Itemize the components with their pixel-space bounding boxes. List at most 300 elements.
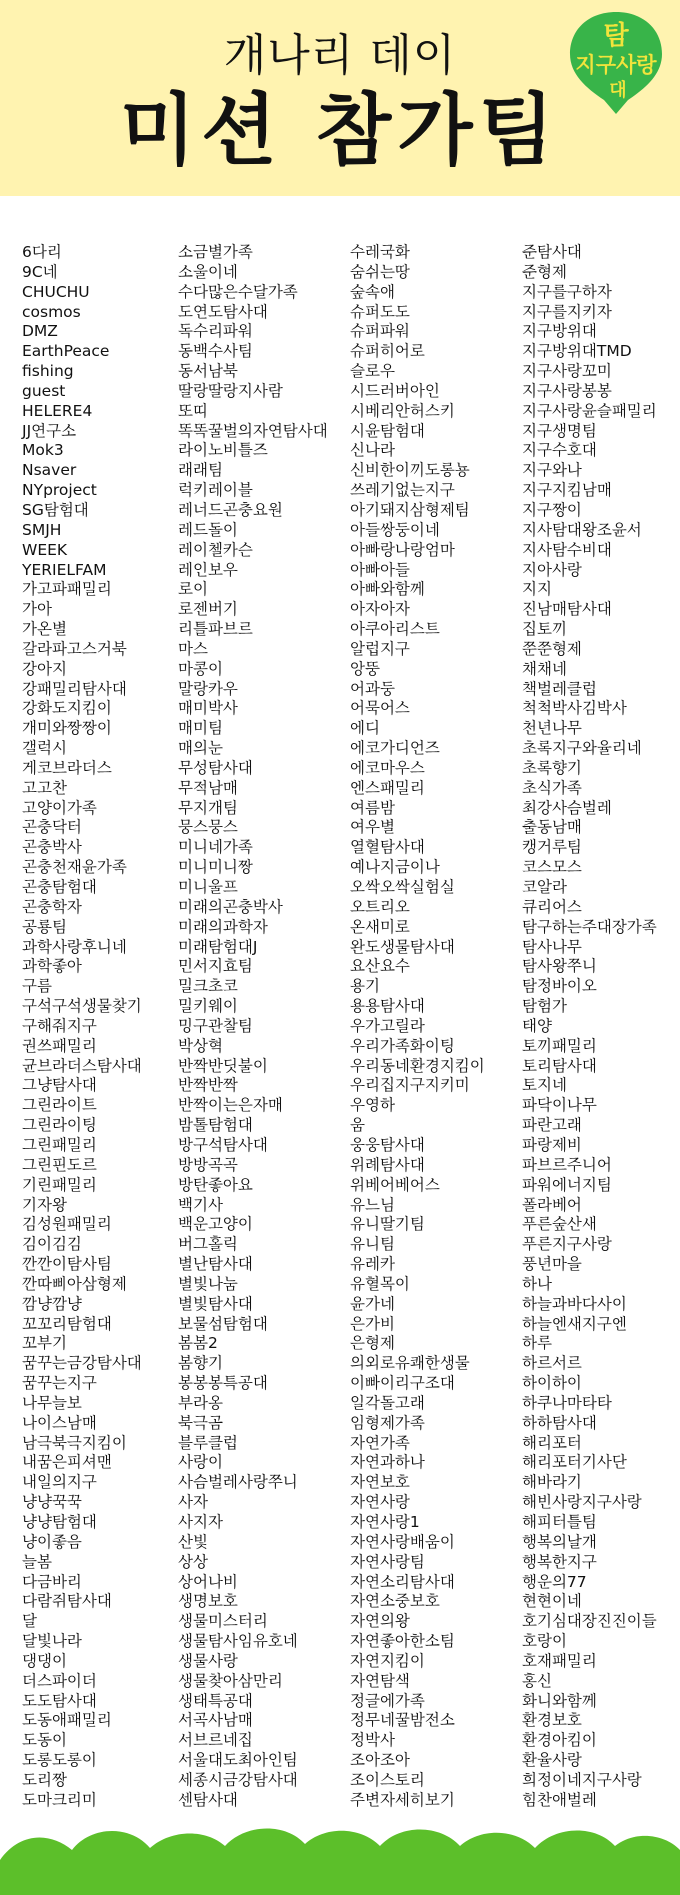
team-name: 딸랑딸랑지사람	[178, 381, 283, 400]
team-name: 과학좋아	[22, 957, 82, 976]
logo-text-3: 대	[609, 80, 627, 101]
team-name: 해리포터기사단	[522, 1453, 627, 1472]
team-name: 공룡팀	[22, 917, 67, 936]
team-name: 임형제가족	[350, 1413, 425, 1432]
team-name: 일각돌고래	[350, 1393, 425, 1412]
team-name: 자연소리탐사대	[350, 1572, 455, 1591]
team-name: 밍구관찰팀	[178, 1016, 253, 1035]
team-name: 도롱도롱이	[22, 1751, 97, 1770]
team-name: 또띠	[178, 401, 208, 420]
team-name: 레너드곤충요원	[178, 500, 283, 519]
team-name: 꼬꼬리탐험대	[22, 1314, 112, 1333]
team-name: 캥거루팀	[522, 838, 582, 857]
team-name: 박상혁	[178, 1036, 223, 1055]
team-name: 유레카	[350, 1255, 395, 1274]
team-name: 무적남매	[178, 778, 238, 797]
team-name: 토끼패밀리	[522, 1036, 597, 1055]
team-name: 태양	[522, 1016, 552, 1035]
team-name: 여름밤	[350, 798, 395, 817]
team-name: 방구석탐사대	[178, 1135, 268, 1154]
team-name: 지사탐수비대	[522, 540, 612, 559]
team-name: 기자왕	[22, 1195, 67, 1214]
team-name: 어과둥	[350, 679, 395, 698]
team-name: 채채네	[522, 659, 567, 678]
team-name: 초록향기	[522, 758, 582, 777]
logo-text-1: 탐	[603, 21, 629, 51]
team-name: 반짝반짝	[178, 1076, 238, 1095]
team-name: 책벌레클럽	[522, 679, 597, 698]
team-name: 곤충박사	[22, 838, 82, 857]
team-name: 지구사랑꼬미	[522, 362, 612, 381]
team-name: 소울이네	[178, 262, 238, 281]
team-name: 그냥탐사대	[22, 1076, 97, 1095]
team-name: 하하탐사대	[522, 1413, 597, 1432]
team-name: 냥냥꾹꾹	[22, 1493, 82, 1512]
team-name: 자연사랑	[350, 1493, 410, 1512]
team-name: 환경보호	[522, 1711, 582, 1730]
team-name: NYproject	[22, 481, 97, 500]
team-name: 우리동네환경지킴이	[350, 1056, 485, 1075]
team-name: 정박사	[350, 1731, 395, 1750]
team-name: 탐구하는주대장가족	[522, 917, 657, 936]
team-name: 유니딸기팀	[350, 1215, 425, 1234]
team-name: 곤충학자	[22, 897, 82, 916]
team-name: 무성탐사대	[178, 758, 253, 777]
team-name: 에코마우스	[350, 758, 425, 777]
team-name: 해리포터	[522, 1433, 582, 1452]
team-name: 구해줘지구	[22, 1016, 97, 1035]
team-name: 에코가디언즈	[350, 739, 440, 758]
team-name: 동백수사팀	[178, 342, 253, 361]
team-name: 쓰레기없는지구	[350, 481, 455, 500]
team-name: 부라옹	[178, 1393, 223, 1412]
team-name: 아기돼지삼형제팀	[350, 500, 470, 519]
team-name: 미래의곤충박사	[178, 897, 283, 916]
team-name: 오싹오싹실험실	[350, 878, 455, 896]
team-name: 유혈목이	[350, 1274, 410, 1293]
team-name: 요산요수	[350, 957, 410, 976]
team-name: 파워에너지팀	[522, 1175, 612, 1194]
team-name: 내꿈은피셔맨	[22, 1453, 112, 1472]
team-name: 도도탐사대	[22, 1691, 97, 1710]
team-name: 늘봄	[22, 1552, 52, 1571]
team-name: 지구짱이	[522, 500, 582, 519]
team-name: 지구를구하자	[522, 282, 612, 301]
team-name: 깐깐이탐사팀	[22, 1255, 112, 1274]
team-name: 달빛나라	[22, 1632, 82, 1651]
team-name: 도동이	[22, 1731, 67, 1750]
team-name: 시윤탐험대	[350, 421, 425, 440]
team-name: 초식가족	[522, 778, 582, 797]
team-name: 지구를지키자	[522, 302, 612, 321]
team-name: 척척박사김박사	[522, 699, 627, 718]
team-name: Nsaver	[22, 461, 77, 480]
team-name: 강아지	[22, 659, 67, 678]
team-name: 사자	[178, 1493, 208, 1512]
team-name: 미니미니짱	[178, 858, 253, 877]
team-name: 집토끼	[522, 620, 567, 639]
team-name: 봉봉봉특공대	[178, 1374, 268, 1393]
team-name: 조이스토리	[350, 1770, 425, 1789]
team-name: 엔스패밀리	[350, 778, 425, 797]
team-name: 상어나비	[178, 1572, 238, 1591]
team-name: 슈퍼파워	[350, 322, 410, 341]
team-name: 미래의과학자	[178, 917, 268, 936]
team-name: 조아조아	[350, 1751, 410, 1770]
team-name: 자연가족	[350, 1433, 410, 1452]
team-name: 신비한이끼도롱뇽	[350, 461, 470, 480]
team-name: 환경아킴이	[522, 1731, 597, 1750]
team-name: 생물미스터리	[178, 1612, 268, 1631]
team-name: 위베어베어스	[350, 1175, 440, 1194]
team-name: cosmos	[22, 302, 81, 321]
team-name: 생물찾아삼만리	[178, 1671, 283, 1690]
team-name: 방탄좋아요	[178, 1175, 253, 1194]
team-name: 도연도탐사대	[178, 302, 268, 321]
team-name: 밀키웨이	[178, 997, 238, 1016]
team-name: 토리탐사대	[522, 1056, 597, 1075]
team-name: 진남매탐사대	[522, 600, 612, 619]
team-name: 나이스남매	[22, 1413, 97, 1432]
team-name: 게코브라더스	[22, 758, 112, 777]
team-name: 과학사랑후니네	[22, 937, 127, 956]
team-name: 호재패밀리	[522, 1651, 597, 1670]
team-name: 알럽지구	[350, 639, 410, 658]
team-name: 나무늘보	[22, 1393, 82, 1412]
team-name: 은형제	[350, 1334, 395, 1353]
team-name: 현현이네	[522, 1592, 582, 1611]
team-name: 윤가네	[350, 1294, 395, 1313]
team-name: 호랑이	[522, 1632, 567, 1651]
team-name: 해피터틀팀	[522, 1513, 597, 1531]
team-name: 아빠와함께	[350, 580, 425, 599]
team-name: 별빛나눔	[178, 1274, 238, 1293]
team-name: 봄봄2	[178, 1334, 218, 1353]
team-name: 강패밀리탐사대	[22, 679, 127, 698]
team-name: 정글에가족	[350, 1691, 425, 1710]
team-name: 무지개팀	[178, 798, 238, 817]
team-name: 아빠아들	[350, 560, 410, 579]
team-name: 상상	[178, 1552, 208, 1571]
team-name: 북극곰	[178, 1413, 223, 1432]
team-name: 용기	[350, 977, 380, 996]
team-name: 자연사랑1	[350, 1513, 420, 1531]
team-name: 라이노비틀즈	[178, 441, 268, 460]
team-name: 우가고릴라	[350, 1016, 425, 1035]
team-name: 냥이좋음	[22, 1532, 82, 1551]
green-hills-decoration	[0, 1820, 680, 1895]
team-name: 더스파이더	[22, 1671, 97, 1690]
team-name: 소금별가족	[178, 243, 253, 261]
team-name: 자연좋아한소팀	[350, 1632, 455, 1651]
team-name: 의외로유쾌한생물	[350, 1354, 470, 1373]
team-name: 달	[22, 1612, 37, 1631]
team-name: Mok3	[22, 441, 64, 460]
team-name: 행운의77	[522, 1572, 587, 1591]
team-name: 자연사랑배움이	[350, 1532, 455, 1551]
team-name: 고양이가족	[22, 798, 97, 817]
team-name: 다금바리	[22, 1572, 82, 1591]
team-name: 매미박사	[178, 699, 238, 718]
team-name: YERIELFAM	[22, 560, 107, 579]
team-name: 하쿠나마타타	[522, 1393, 612, 1412]
team-name: 반짝반딧불이	[178, 1056, 268, 1075]
team-name: fishing	[22, 362, 74, 381]
team-name: 방방곡곡	[178, 1155, 238, 1174]
team-name: 매미팀	[178, 719, 223, 738]
team-column-3	[350, 243, 485, 1811]
team-name: 하늘과바다사이	[522, 1294, 627, 1313]
header-banner	[0, 0, 680, 196]
team-name: 리틀파브르	[178, 620, 253, 639]
team-name: 가고파패밀리	[22, 580, 112, 599]
team-name: 버그홀릭	[178, 1235, 238, 1254]
team-name: 냥냥탐험대	[22, 1513, 97, 1531]
team-name: 지구사랑봉봉	[522, 381, 612, 400]
team-name: 지구방위대TMD	[522, 342, 632, 361]
team-name: 별난탐사대	[178, 1255, 253, 1274]
team-name: 힘찬애벌레	[522, 1790, 597, 1809]
team-name: 독수리파워	[178, 322, 253, 341]
team-name: 하루	[522, 1334, 552, 1353]
team-name: 에디	[350, 719, 380, 738]
team-column-2	[178, 243, 328, 1811]
team-name: 위례탐사대	[350, 1155, 425, 1174]
team-name: 럭키레이블	[178, 481, 253, 500]
team-name: 수레국화	[350, 243, 410, 261]
team-name: 미니울프	[178, 878, 238, 896]
team-name: 열혈탐사대	[350, 838, 425, 857]
team-name: 은가비	[350, 1314, 395, 1333]
team-name: 앙뚱	[350, 659, 380, 678]
team-name: 백기사	[178, 1195, 223, 1214]
team-name: 아쿠아리스트	[350, 620, 440, 639]
team-name: JJ연구소	[22, 421, 77, 440]
team-name: 하늘엔새지구엔	[522, 1314, 627, 1333]
team-name: 깜냥깜냥	[22, 1294, 82, 1313]
team-name: 보물섬탐험대	[178, 1314, 268, 1333]
team-name: 용용탐사대	[350, 997, 425, 1016]
team-name: 곤충탐험대	[22, 878, 97, 896]
team-name: 자연의왕	[350, 1612, 410, 1631]
team-name: 다람쥐탐사대	[22, 1592, 112, 1611]
team-name: 뭉스뭉스	[178, 818, 238, 837]
team-name: 희정이네지구사랑	[522, 1770, 642, 1789]
team-name: 똑똑꿀벌의자연탐사대	[178, 421, 328, 440]
team-name: 오트리오	[350, 897, 410, 916]
team-name: 봄향기	[178, 1354, 223, 1373]
team-name: 해빈사랑지구사랑	[522, 1493, 642, 1512]
team-name: 그린라이트	[22, 1096, 97, 1115]
team-name: 갈라파고스거북	[22, 639, 127, 658]
team-name: 행복한지구	[522, 1552, 597, 1571]
team-name: 푸른숲산새	[522, 1215, 597, 1234]
team-name: 별빛탐사대	[178, 1294, 253, 1313]
team-name: 산빛	[178, 1532, 208, 1551]
team-name: 정무네꿀밤전소	[350, 1711, 455, 1730]
team-name: 아들쌍둥이네	[350, 520, 440, 539]
team-name: 매의눈	[178, 739, 223, 758]
team-name: 이빠이리구조대	[350, 1374, 455, 1393]
team-name: 완도생물탐사대	[350, 937, 455, 956]
team-name: 지구와나	[522, 461, 582, 480]
team-name: 슬로우	[350, 362, 395, 381]
team-name: 온새미로	[350, 917, 410, 936]
team-name: 탐험가	[522, 997, 567, 1016]
team-name: 마스	[178, 639, 208, 658]
team-name: 아빠랑나랑엄마	[350, 540, 455, 559]
team-name: 자연소중보호	[350, 1592, 440, 1611]
team-name: 생명보호	[178, 1592, 238, 1611]
team-name: 로이	[178, 580, 208, 599]
team-name: 출동남매	[522, 818, 582, 837]
team-name: 블루클럽	[178, 1433, 238, 1452]
team-name: 김성원패밀리	[22, 1215, 112, 1234]
team-name: 꿈꾸는금강탐사대	[22, 1354, 142, 1373]
team-name: 레인보우	[178, 560, 238, 579]
team-name: 파랑제비	[522, 1135, 582, 1154]
team-name: 천년나무	[522, 719, 582, 738]
team-name: 우영하	[350, 1096, 395, 1115]
team-name: 슈퍼도도	[350, 302, 410, 321]
team-name: 시드러버아인	[350, 381, 440, 400]
team-name: 9C네	[22, 262, 58, 281]
team-name: EarthPeace	[22, 342, 110, 361]
team-name: 사지자	[178, 1513, 223, 1531]
team-name: 호기심대장진진이들	[522, 1612, 657, 1631]
team-name: 토지네	[522, 1076, 567, 1095]
team-name: 강화도지킴이	[22, 699, 112, 718]
team-name: 동서남북	[178, 362, 238, 381]
team-name: 우리집지구지키미	[350, 1076, 470, 1095]
team-name: 그린라이팅	[22, 1116, 97, 1135]
team-name: 웅웅탐사대	[350, 1135, 425, 1154]
team-name: 초록지구와율리네	[522, 739, 642, 758]
team-name: 지구방위대	[522, 322, 597, 341]
team-name: 래래팀	[178, 461, 223, 480]
team-name: 준탐사대	[522, 243, 582, 261]
team-name: 자연과하나	[350, 1453, 425, 1472]
team-name: HELERE4	[22, 401, 93, 420]
team-name: 하이하이	[522, 1374, 582, 1393]
team-name: 홍신	[522, 1671, 552, 1690]
team-name: 곤충천재윤가족	[22, 858, 127, 877]
team-name: 지지	[522, 580, 552, 599]
team-name: 숨쉬는땅	[350, 262, 410, 281]
team-name: 꿈꾸는지구	[22, 1374, 97, 1393]
team-name: SMJH	[22, 520, 62, 539]
team-name: 자연사랑팀	[350, 1552, 425, 1571]
team-name: 밤톨탐험대	[178, 1116, 253, 1135]
team-name: 민서지효팀	[178, 957, 253, 976]
team-name: 행복의날개	[522, 1532, 597, 1551]
team-name: 백운고양이	[178, 1215, 253, 1234]
team-name: 슈퍼히어로	[350, 342, 425, 361]
team-name: 유니팀	[350, 1235, 395, 1254]
team-name: 움	[350, 1116, 365, 1135]
team-name: 곤충닥터	[22, 818, 82, 837]
logo-text-2: 지구사랑	[575, 53, 657, 77]
team-name: 파브르주니어	[522, 1155, 612, 1174]
team-name: 화니와함께	[522, 1691, 597, 1710]
team-name: 파란고래	[522, 1116, 582, 1135]
team-name: 탐사나무	[522, 937, 582, 956]
team-name: 균브라더스탐사대	[22, 1056, 142, 1075]
team-name: 지구생명팀	[522, 421, 597, 440]
team-name: 생물사랑	[178, 1651, 238, 1670]
team-name: 6다리	[22, 243, 62, 261]
team-name: 최강사슴벌레	[522, 798, 612, 817]
team-name: 쭌쭌형제	[522, 639, 582, 658]
team-name: 자연탐색	[350, 1671, 410, 1690]
team-name: 세종시금강탐사대	[178, 1770, 298, 1789]
team-name: 레드돌이	[178, 520, 238, 539]
team-name: 가아	[22, 600, 52, 619]
team-name: 고고찬	[22, 778, 67, 797]
team-name: 구름	[22, 977, 52, 996]
team-name: 신나라	[350, 441, 395, 460]
page-title: 미션 참가팀	[120, 86, 560, 176]
team-name: 여우별	[350, 818, 395, 837]
team-name: 환율사랑	[522, 1751, 582, 1770]
team-column-4	[522, 243, 657, 1811]
team-name: 깐따삐아삼형제	[22, 1274, 127, 1293]
team-name: 사슴벌레사랑쭈니	[178, 1473, 298, 1492]
team-name: 코알라	[522, 878, 567, 896]
team-name: 탐정바이오	[522, 977, 597, 996]
team-name: 미니네가족	[178, 838, 253, 857]
team-name: 하나	[522, 1274, 552, 1293]
team-name: 숲속애	[350, 282, 395, 301]
team-name: 밀크초코	[178, 977, 238, 996]
team-name: 반짝이는은자매	[178, 1096, 283, 1115]
team-name: 아자아자	[350, 600, 410, 619]
team-name: 댕댕이	[22, 1651, 67, 1670]
team-name: 파닥이나무	[522, 1096, 597, 1115]
team-name: 어묵어스	[350, 699, 410, 718]
team-name: 센탐사대	[178, 1790, 238, 1809]
team-name: WEEK	[22, 540, 68, 559]
team-name: 하르서르	[522, 1354, 582, 1373]
team-name: 우리가족화이팅	[350, 1036, 455, 1055]
team-name: 지아사랑	[522, 560, 582, 579]
team-name: DMZ	[22, 322, 58, 341]
team-name: 권쓰패밀리	[22, 1036, 97, 1055]
team-name: 생태특공대	[178, 1691, 253, 1710]
team-name: 도리짱	[22, 1770, 67, 1789]
team-name: 개미와짱짱이	[22, 719, 112, 738]
team-name: 가온별	[22, 620, 67, 639]
team-name: CHUCHU	[22, 282, 90, 301]
team-name: 폴라베어	[522, 1195, 582, 1214]
team-name: 주변자세히보기	[350, 1790, 455, 1809]
team-name: 탐사왕쭈니	[522, 957, 597, 976]
earth-love-explorers-logo	[566, 8, 666, 116]
team-name: 생물탐사임유호네	[178, 1632, 298, 1651]
team-name: 푸른지구사랑	[522, 1235, 612, 1254]
team-name: guest	[22, 381, 66, 400]
team-name: 내일의지구	[22, 1473, 97, 1492]
team-name: 예나지금이나	[350, 858, 440, 877]
team-name: 서곡사남매	[178, 1711, 253, 1730]
team-name: 김이김김	[22, 1235, 82, 1254]
team-name: 구석구석생물찾기	[22, 997, 142, 1016]
team-name: 기린패밀리	[22, 1175, 97, 1194]
team-name: 갤럭시	[22, 739, 67, 758]
team-name: 미래탐험대J	[178, 937, 258, 956]
team-name: 도동애패밀리	[22, 1711, 112, 1730]
team-name: 자연지킴이	[350, 1651, 425, 1670]
